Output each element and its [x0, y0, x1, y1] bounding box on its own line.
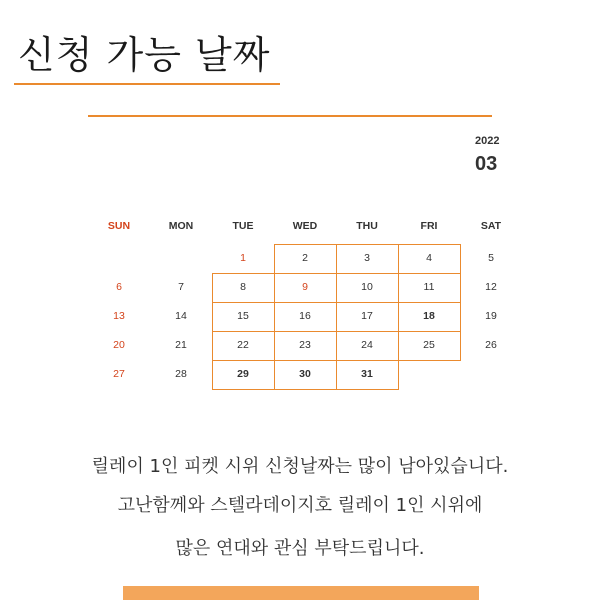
calendar-day-29: 29 — [237, 368, 249, 380]
calendar-day-21: 21 — [175, 339, 187, 351]
title-underline — [14, 83, 280, 85]
calendar-day-30: 30 — [299, 368, 311, 380]
calendar-day-16: 16 — [299, 310, 311, 322]
calendar-day-10: 10 — [361, 281, 373, 293]
description-line-3: 많은 연대와 관심 부탁드립니다. — [175, 538, 425, 559]
calendar-day-13: 13 — [113, 310, 125, 322]
calendar-day-4: 4 — [426, 252, 432, 264]
calendar-day-1: 1 — [240, 252, 246, 264]
calendar-day-8: 8 — [240, 281, 246, 293]
bottom-accent-bar — [123, 586, 479, 600]
description-line-1: 릴레이 1인 피켓 시위 신청날짜는 많이 남아있습니다. — [91, 456, 509, 477]
weekday-header-sun: SUN — [107, 220, 131, 232]
calendar-day-2: 2 — [302, 252, 308, 264]
calendar-year: 2022 — [475, 135, 500, 147]
weekday-header-mon: MON — [168, 220, 194, 232]
calendar-day-11: 11 — [423, 281, 435, 293]
weekday-header-fri: FRI — [420, 220, 438, 232]
calendar-day-25: 25 — [423, 339, 435, 351]
calendar-day-24: 24 — [361, 339, 373, 351]
calendar-day-6: 6 — [116, 281, 122, 293]
calendar-day-28: 28 — [175, 368, 187, 380]
weekday-header-thu: THU — [356, 220, 378, 232]
calendar-day-27: 27 — [113, 368, 125, 380]
calendar-day-31: 31 — [361, 368, 373, 380]
calendar-day-15: 15 — [237, 310, 249, 322]
weekday-header-sat: SAT — [480, 220, 502, 232]
calendar-day-26: 26 — [485, 339, 497, 351]
calendar-day-9: 9 — [302, 281, 308, 293]
calendar-day-7: 7 — [178, 281, 184, 293]
weekday-header-tue: TUE — [232, 220, 254, 232]
calendar-day-12: 12 — [485, 281, 497, 293]
calendar-day-17: 17 — [361, 310, 373, 322]
calendar-day-19: 19 — [485, 310, 497, 322]
description-line-2: 고난함께와 스텔라데이지호 릴레이 1인 시위에 — [117, 495, 483, 516]
calendar-day-23: 23 — [299, 339, 311, 351]
calendar-day-20: 20 — [113, 339, 125, 351]
page-title: 신청 가능 날짜 — [18, 33, 271, 77]
calendar-month: 03 — [475, 153, 498, 175]
calendar-day-3: 3 — [364, 252, 370, 264]
calendar-grid — [88, 210, 522, 392]
weekday-header-wed: WED — [292, 220, 318, 232]
calendar-day-14: 14 — [175, 310, 187, 322]
calendar-day-5: 5 — [488, 252, 494, 264]
calendar-day-22: 22 — [237, 339, 249, 351]
calendar-day-18: 18 — [423, 310, 435, 322]
calendar-top-rule — [88, 115, 492, 117]
